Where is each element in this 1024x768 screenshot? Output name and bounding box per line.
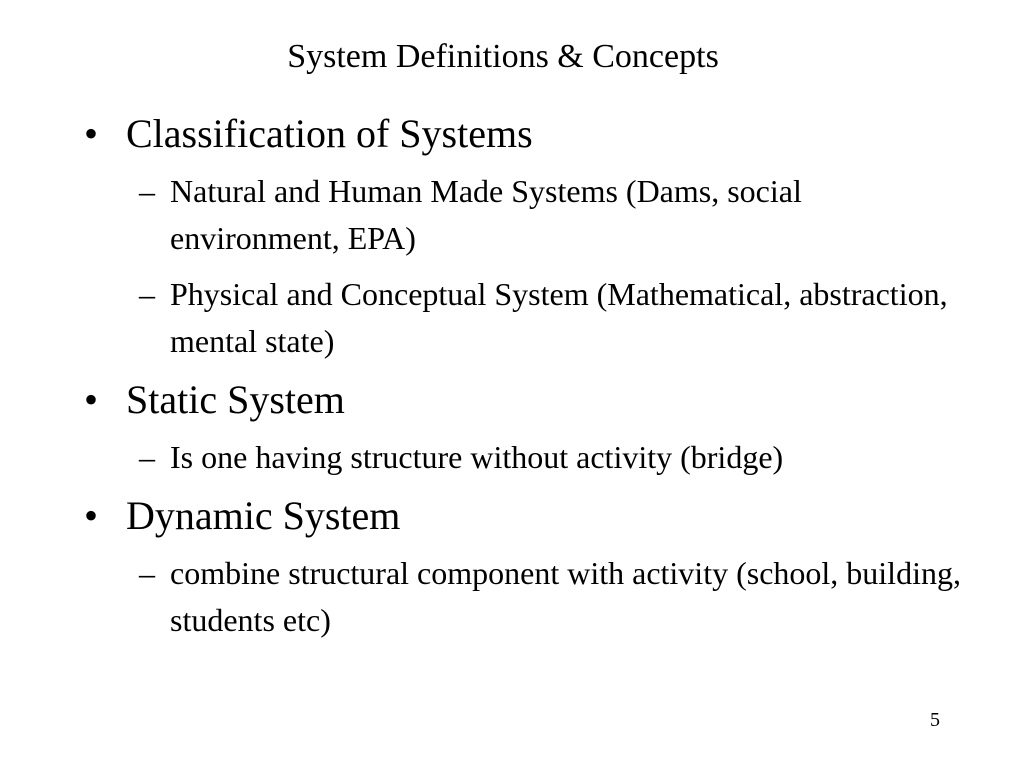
sub-bullet-text: Natural and Human Made Systems (Dams, social environment, EPA) bbox=[170, 173, 802, 256]
bullet-marker: • bbox=[84, 111, 99, 156]
bullet-text: Classification of Systems bbox=[126, 111, 533, 156]
bullet-item bbox=[84, 108, 964, 160]
sub-bullet-text: Physical and Conceptual System (Mathematical, abstraction, mental state) bbox=[170, 276, 948, 359]
sub-bullet-text: Is one having structure without activity (bridge) bbox=[170, 439, 784, 475]
bullet-marker: • bbox=[84, 493, 99, 538]
bullet-text: Dynamic System bbox=[126, 493, 401, 538]
bullet-item bbox=[84, 374, 964, 426]
sub-bullet-list bbox=[84, 434, 964, 481]
sub-bullet-item bbox=[84, 271, 964, 365]
sub-bullet-marker: – bbox=[139, 173, 155, 209]
page-number: 5 bbox=[930, 709, 940, 731]
slide-title: System Definitions & Concepts bbox=[287, 38, 719, 75]
bullet-item bbox=[84, 490, 964, 542]
sub-bullet-marker: – bbox=[139, 276, 155, 312]
sub-bullet-item bbox=[84, 168, 964, 262]
sub-bullet-list bbox=[84, 550, 964, 644]
sub-bullet-text: combine structural component with activity (school, building, students etc) bbox=[170, 555, 961, 638]
sub-bullet-marker: – bbox=[139, 439, 155, 475]
sub-bullet-list bbox=[84, 168, 964, 365]
sub-bullet-item bbox=[84, 550, 964, 644]
bullet-text: Static System bbox=[126, 377, 345, 422]
sub-bullet-marker: – bbox=[139, 555, 155, 591]
slide-content bbox=[84, 108, 964, 653]
sub-bullet-item bbox=[84, 434, 964, 481]
bullet-marker: • bbox=[84, 377, 99, 422]
